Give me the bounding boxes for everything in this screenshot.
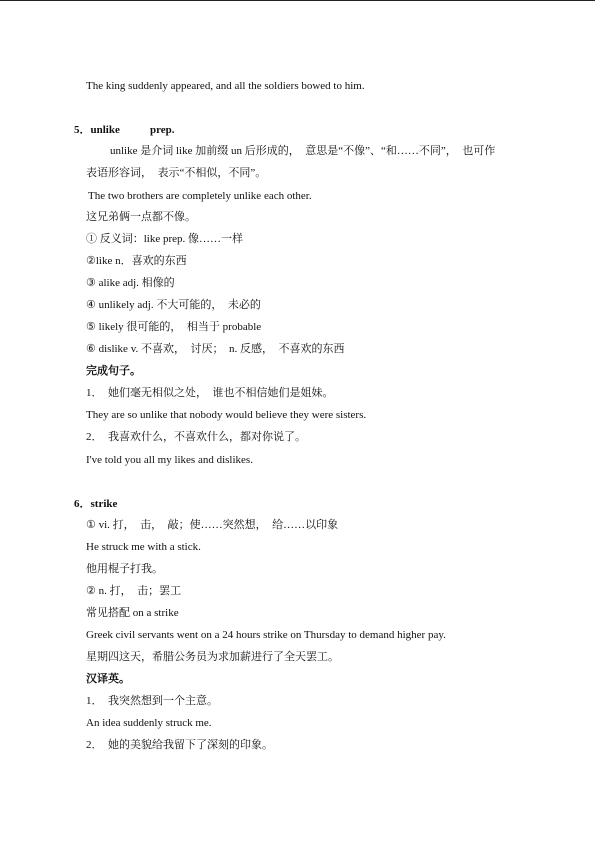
exercise-1-en: They are so unlike that nobody would believe they were sisters. xyxy=(86,409,367,421)
exercise-1-zh: 1． 她们毫无相似之处， 谁也不相信她们是姐妹。 xyxy=(86,387,334,399)
section-5-heading: 5．unlike xyxy=(74,124,120,136)
unlike-explanation-1: unlike 是介词 like 加前缀 un 后形成的， 意思是“不像”、“和……不同”， 也可作 xyxy=(110,145,496,157)
note-item-3: ③ alike adj. 相像的 xyxy=(86,277,175,289)
strike-meaning-1: ① vi. 打， 击， 敲；使……突然想， 给……以印象 xyxy=(86,519,339,531)
note-item-4: ④ unlikely adj. 不大可能的， 未必的 xyxy=(86,299,261,311)
example-brothers-en: The two brothers are completely unlike each other. xyxy=(88,190,312,202)
exercise-2-zh: 2． 我喜欢什么，不喜欢什么，都对你说了。 xyxy=(86,431,306,443)
strike-meaning-2: ② n. 打， 击；罢工 xyxy=(86,585,182,597)
exercise-heading-complete: 完成句子。 xyxy=(86,365,141,377)
example-sentence-king: The king suddenly appeared, and all the soldiers bowed to him. xyxy=(86,80,365,92)
note-item-2: ②like n．喜欢的东西 xyxy=(86,255,187,267)
section-6-heading: 6．strike xyxy=(74,498,118,510)
top-border-line xyxy=(0,0,595,1)
section-5-pos: prep. xyxy=(150,124,175,136)
example-stick-zh: 他用棍子打我。 xyxy=(86,563,163,575)
translate-1-en: An idea suddenly struck me. xyxy=(86,717,212,729)
example-greek-zh: 星期四这天，希腊公务员为求加薪进行了全天罢工。 xyxy=(86,651,339,663)
example-greek-en: Greek civil servants went on a 24 hours strike on Thursday to demand higher pay. xyxy=(86,629,446,641)
unlike-explanation-2: 表语形容词， 表示“不相似，不同”。 xyxy=(86,167,267,179)
exercise-heading-translate: 汉译英。 xyxy=(86,673,130,685)
exercise-2-en: I've told you all my likes and dislikes. xyxy=(86,454,253,466)
example-stick-en: He struck me with a stick. xyxy=(86,541,201,553)
note-item-1: ① 反义词：like prep. 像……一样 xyxy=(86,233,244,245)
translate-1-zh: 1． 我突然想到一个主意。 xyxy=(86,695,218,707)
example-brothers-zh: 这兄弟俩一点都不像。 xyxy=(86,211,196,223)
note-item-6: ⑥ dislike v. 不喜欢， 讨厌； n. 反感， 不喜欢的东西 xyxy=(86,343,345,355)
common-collocation: 常见搭配 on a strike xyxy=(86,607,179,619)
translate-2-zh: 2． 她的美貌给我留下了深刻的印象。 xyxy=(86,739,273,751)
note-item-5: ⑤ likely 很可能的， 相当于 probable xyxy=(86,321,262,333)
